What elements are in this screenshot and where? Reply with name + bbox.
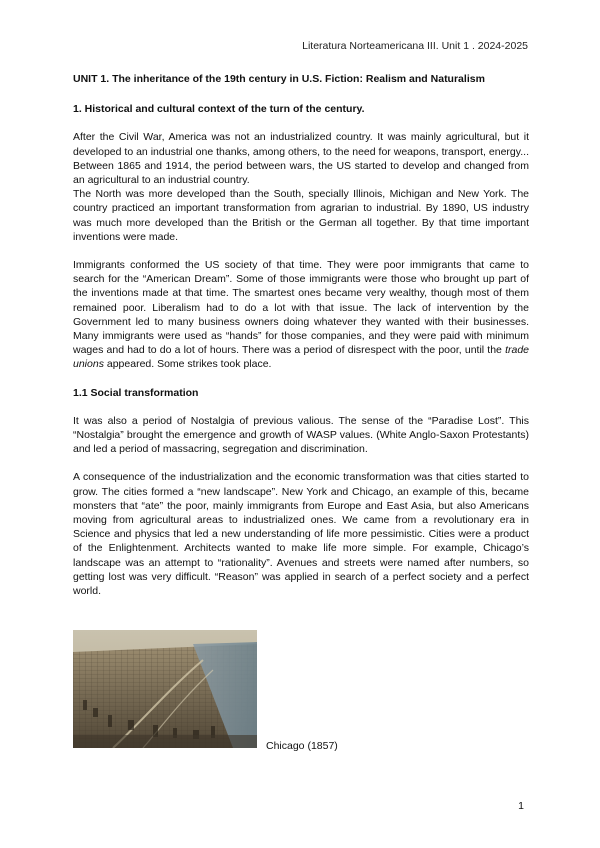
document-body (73, 72, 529, 598)
paragraph: After the Civil War, America was not an industrialized country. It was mainly agricultural, but it developed to an industrial one thanks, among others, to the need for weapons, transport, energy... Between 1865 and 1914, the period between wars, the US started to develop and changed from an agricultural to an industrial country. (73, 131, 529, 187)
paragraph: It was also a period of Nostalgia of previous valious. The sense of the “Paradise Lost”. This “Nostalgia” brought the emergence and growth of WASP values. (White Anglo-Saxon Protestants) and led a period of massacring, segregation and discrimination. (73, 414, 529, 456)
paragraph-text: appeared. Some strikes took place. (103, 358, 272, 371)
unit-title: UNIT 1. The inheritance of the 19th century in U.S. Fiction: Realism and Naturalism (73, 73, 485, 85)
paragraph: The North was more developed than the South, specially Illinois, Michigan and New York. The country practiced an important transformation from agrarian to industrial. By 1890, US industry was much more developed than the British or the German all together. By that time important inventions were made. (73, 188, 529, 243)
page-number: 1 (518, 800, 524, 812)
subsection-title: 1.1 Social transformation (73, 386, 199, 399)
paragraph: A consequence of the industrialization and the economic transformation was that cities started to grow. The cities formed a “new landscape”. New York and Chicago, an example of this, became monsters that “ate” the poor, mainly immigrants from Europe and East Asia, but also Americans moving from agricultural areas to industrialized ones. We came from a revolutionary era in Science and physics that led a new understanding of life more pessimistic. Cities were a product of the Enlightenment. Architects wanted to make life more simple. For example, Chicago’s landscape was an attempt to “rationality”. Avenues and streets were named after numbers, so getting lost was very difficult. “Reason” was applied in search of a perfect society and a perfect world. (73, 471, 529, 598)
chicago-1857-illustration (73, 630, 257, 748)
section-title: 1. Historical and cultural context of the turn of the century. (73, 103, 365, 116)
italic-term: trade unions (73, 344, 529, 371)
running-header: Literatura Norteamericana III. Unit 1 . 2024-2025 (302, 40, 528, 52)
paragraph-text: Immigrants conformed the US society of that time. They were poor immigrants that came to search for the “American Dream”. Some of those immigrants were those who brought up part of the inventions made at that time. The smartest ones became very wealthy, though most of them remained poor. Liberalism had to do a lot with that issue. The lack of intervention by the Government led to many business owners doing whatever they wanted with their businesses. Many immigrants were used as “hands” for those companies, and they were paid with minimum wages and had to do a lot of hours. There was a period of disrespect with the poor, until the (73, 259, 529, 357)
paragraph (73, 258, 529, 372)
figure-caption: Chicago (1857) (266, 740, 338, 752)
